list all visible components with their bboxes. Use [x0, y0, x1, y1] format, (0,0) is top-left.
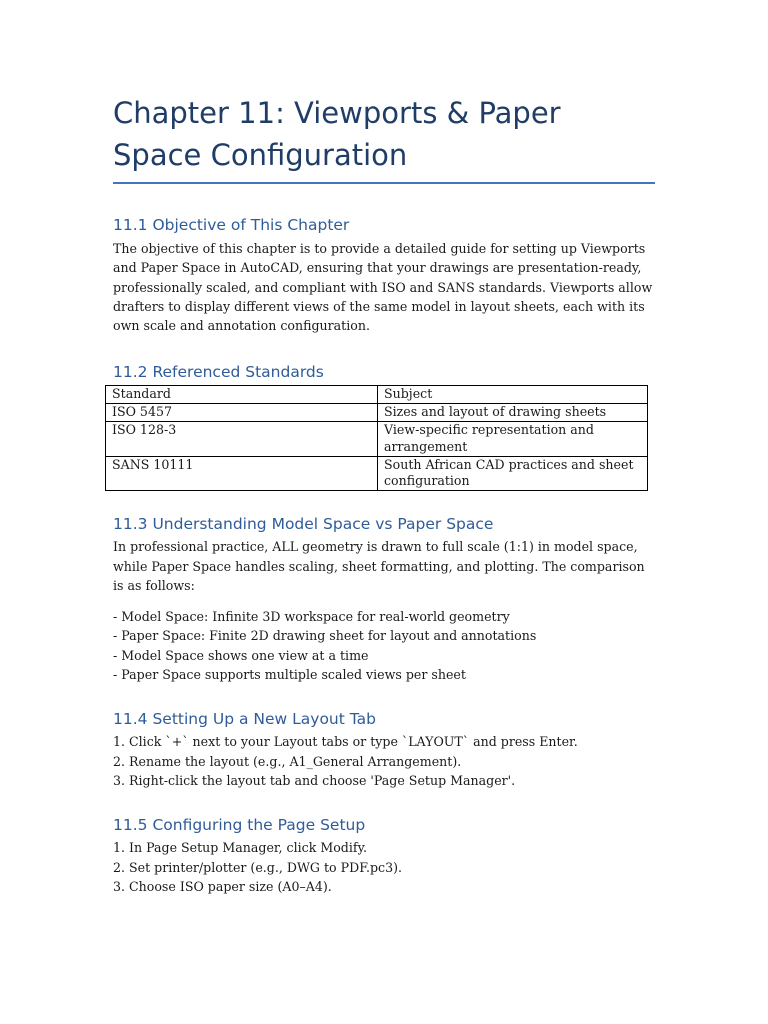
- section-paragraph: In professional practice, ALL geometry is drawn to full scale (1:1) in model space, while Paper Space handles scaling, sheet formatting, and plotting. The comparison is as follows:: [113, 539, 645, 593]
- list-item: - Paper Space supports multiple scaled views per sheet: [113, 667, 466, 683]
- list-item: 1. Click `+` next to your Layout tabs or type `LAYOUT` and press Enter.: [113, 734, 578, 750]
- table-cell: Sizes and layout of drawing sheets: [378, 404, 648, 422]
- table-header-row: [106, 386, 648, 404]
- section-model-vs-paper: [113, 513, 655, 684]
- section-heading: 11.1 Objective of This Chapter: [113, 216, 350, 234]
- chapter-title: Chapter 11: Viewports & Paper Space Configuration: [113, 92, 655, 184]
- list-item: 2. Set printer/plotter (e.g., DWG to PDF.pc3).: [113, 859, 403, 875]
- section-objective: [113, 214, 655, 335]
- document-content: [113, 92, 655, 896]
- comparison-list: [113, 607, 655, 684]
- list-item: - Paper Space: Finite 2D drawing sheet for layout and annotations: [113, 628, 537, 644]
- table-cell: ISO 128-3: [106, 422, 378, 457]
- table-cell: View-specific representation and arrangement: [378, 422, 648, 457]
- list-item: 3. Choose ISO paper size (A0–A4).: [113, 878, 332, 894]
- table-cell: ISO 5457: [106, 404, 378, 422]
- list-item: - Model Space: Infinite 3D workspace for real-world geometry: [113, 609, 510, 625]
- table-cell: SANS 10111: [106, 456, 378, 491]
- section-heading: 11.5 Configuring the Page Setup: [113, 816, 366, 835]
- section-heading: 11.2 Referenced Standards: [113, 363, 324, 382]
- table-header-cell: Standard: [106, 386, 378, 404]
- section-heading: 11.4 Setting Up a New Layout Tab: [113, 710, 376, 729]
- table-header-cell: Subject: [378, 386, 648, 404]
- table-row: [106, 456, 648, 491]
- section-paragraph: The objective of this chapter is to provide a detailed guide for setting up Viewports and Paper Space in AutoCAD, ensuring that your drawings are presentation-ready, professionally scaled, and compliant with ISO and SANS standards. Viewports allow drafters to display different views of the same model in layout sheets, each with its own scale and annotation configuration.: [113, 241, 653, 334]
- section-page-setup: [113, 814, 655, 896]
- steps-list: [113, 838, 655, 896]
- section-standards: [113, 361, 655, 491]
- section-heading: 11.3 Understanding Model Space vs Paper Space: [113, 515, 494, 534]
- section-new-layout: [113, 708, 655, 790]
- list-item: 3. Right-click the layout tab and choose 'Page Setup Manager'.: [113, 772, 516, 788]
- standards-table: [105, 385, 648, 491]
- table-row: [106, 404, 648, 422]
- list-item: 2. Rename the layout (e.g., A1_General Arrangement).: [113, 753, 462, 769]
- list-item: 1. In Page Setup Manager, click Modify.: [113, 840, 368, 856]
- table-cell: South African CAD practices and sheet configuration: [378, 456, 648, 491]
- steps-list: [113, 732, 655, 790]
- list-item: - Model Space shows one view at a time: [113, 647, 369, 663]
- table-row: [106, 422, 648, 457]
